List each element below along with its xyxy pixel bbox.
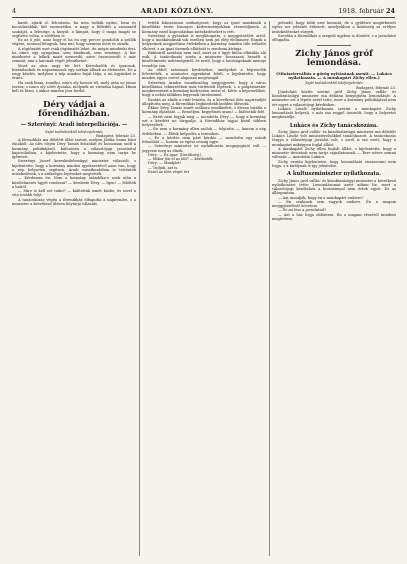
paragraph: — Mire is kell ezt tudni? — kiáltották ismét közbe, és ezzel a vita tovább folyt. bbox=[12, 189, 136, 198]
paragraph: Ezzel az ülés véget ért. bbox=[148, 169, 191, 174]
paragraph: — Ezért nem fogjuk meg — mondotta Déry —, hogy a kormány ezt a kérdést ne tárgyalja. A főrendiház tagjai közül többen helyeseltek. bbox=[142, 114, 266, 127]
article-separator bbox=[317, 45, 351, 46]
page-header bbox=[12, 5, 395, 17]
column-3 bbox=[272, 21, 396, 221]
article-dateline: Saját tudósítónktól telefonjelentés bbox=[45, 129, 103, 134]
paragraph: — Azt a ház fogja eldönteni. Én a magam részéről mindent megtettem. bbox=[272, 212, 396, 221]
paragraph: — És mi lesz a javaslattal? bbox=[278, 208, 327, 213]
article-dateline: Saját tudósítónktól telefonjelentés bbox=[305, 81, 363, 86]
paragraph: Zichy János gróf vallás- és közoktatásügyi miniszter ma délelőtt Lukács László volt miniszterelnökkel tanácskozott. A tanácskozás tárgya a választójogi javaslat volt, s arról is szó esett, hogy a munkapárt miképpen foglal állást. bbox=[272, 129, 396, 147]
paragraph: — Mikor jön el az idő? — kérdezték. bbox=[148, 157, 214, 161]
issue-date-text: 1918. február bbox=[338, 7, 384, 15]
paragraph: Szterényi Aradra vonatkozólag megjegyezte, hogy a város közellátása tekintetében már történtek lépések, s a polgármester megkereséseit a kormány kedvezően intézi el. Kérte a képviselőket, hogy a nehéz időkben legyenek türelemmel. bbox=[142, 80, 266, 98]
paragraph: Most az utca nagy tér lett. Kereskedők és iparosok, hivatalnokok és napszámosok egy sorban állnak az élelemért. De a nagy kérdés, melyben a nép minden baját látja, a mi ügyünket is érinti. bbox=[12, 63, 136, 81]
column-divider bbox=[269, 21, 270, 556]
paragraph: — Ez a kérdés nem párt kérdés — mondotta egy másik felszólaló —, hanem az egész ország ügye. bbox=[142, 135, 266, 144]
paragraph: — Azt mondják, hogy ön a munkapárt embere? bbox=[278, 195, 364, 200]
issue-date bbox=[339, 7, 396, 15]
paragraph: Szerdán a főrendiház a szegedi ügyben is döntött, s a javaslatot elfogadta. bbox=[272, 33, 396, 42]
paragraph: Déry: — Ez igaz! (Derültség.) bbox=[148, 152, 202, 157]
page-number: 4 bbox=[12, 7, 17, 15]
paragraph: Rákosiról azonban nem szól, mert az ő ügye külön elbírálás alá esik. A tanácskozás során a miniszter hosszasan beszélt a közélelmezés nehézségeiről, és arról, hogy a hatóságoknak mennyi teendője van. bbox=[142, 50, 266, 68]
section-headline: Lukács és Zichy tanácskozása. bbox=[289, 122, 379, 129]
paragraph: Lukács László nyilatkozata szerint a munkapárt Zichy lemondását helyesli, s már ma reggel összeült, hogy a helyzetet megbeszélje. bbox=[272, 106, 396, 120]
article-headline: Zichy János gróf lemondása. bbox=[295, 49, 373, 69]
paragraph: Déry: — Mindjárt! bbox=[148, 161, 182, 166]
paragraph: Ekkor Déry Tamás ismét szólásra emelkedett, s élesen bírálta a kormány eljárását. — Beszéljen, kegyelmes uram! — kiáltották felé. bbox=[142, 106, 266, 115]
issue-day: 24 bbox=[385, 7, 395, 15]
paragraph: A főrendiház ma délelőtt ülést tartott, melyen Jósika Samu báró elnökölt. Az ülés elején Déry Tamás felszólalt és hosszasan szólt a kormány politikájáról, különösen a választójogi javaslattal kapcsolatban, s kijelentette, hogy a kormány nem tartja be ígéreteit. bbox=[12, 138, 136, 160]
paragraph: A munkapárt Zichy ellen foglalt állást, s kijelentette, hogy a miniszter távozását nem tartja sajnálatosnak. — Erre nézve semmi változás — mondotta Lukács. bbox=[272, 146, 396, 160]
paragraph: — Szterényi miniszter úr nyilatkozata megnyugtató volt — jegyezte meg az elnök. bbox=[142, 144, 266, 153]
paragraph: Zichy János gróf vallás- és közoktatásügyi miniszter a következő nyilatkozatot tette: Lemondásomat azért adtam be, mert a választójogi kérdésben a kormánnyal nem értek egyet. Ez az álláspontom. bbox=[272, 178, 396, 196]
paragraph: — Én nem a kormány ellen szólok — folytatta —, hanem a nép érdekében. — Élénk helyeslés a teremben. bbox=[142, 127, 266, 136]
paragraph: A tanácskozás végén a főrendiház elfogadta a napirendet, s a miniszter a következő ülésen folytatja válaszát. bbox=[12, 197, 136, 206]
article-place: Budapest, február 23. bbox=[96, 133, 136, 138]
article-subhead: — Szterényi: Aradi interpellációja. — bbox=[20, 122, 128, 129]
article-place: Budapest, február 23. bbox=[356, 85, 396, 90]
column-divider bbox=[139, 21, 140, 556]
paragraph: A rögtönzött eset csak rögtönzött lehet, de mégis mindenki érzi, ha nincs egy nyugalma, sem bizalmuk, sem reménye. A kor mindezért a lelkek miatt szenvedő, szíve összeszorult s már semmit, ami a harcnak végét jelenthetné. bbox=[12, 46, 136, 64]
article-subhead: (Miniszterváltás a görög nyitásának menti. — Lukács nyilatkozata. — A munkapárt Zichy ellen.) bbox=[276, 71, 392, 81]
paragraph: Zichy ezután kijelentette, hogy lemondását visszavonni nem fogja, s a királynak is így jelentette. bbox=[272, 159, 396, 168]
paragraph: — Kérdezem én: Nem a kormány szándéka-e ezek után a közélelmezés ügyét rendezni? — kérdezte Déry. — Igen! — felelték a balról. bbox=[12, 176, 136, 189]
paragraph: Szterényi József kereskedelemügyi miniszter válaszolt, s kijelentette, hogy a kormány minden igyekezetével azon van, hogy a nép helyzetén segítsen. Aradi vonatkozásban is történtek intézkedések, s a szükséges lépéseket megtették. bbox=[12, 159, 136, 177]
masthead-title: ARADI KÖZLÖNY. bbox=[140, 7, 214, 15]
paragraph: — Tudjuk, azt is. bbox=[148, 165, 179, 170]
paragraph: Jóindulatú közlés szerint gróf Zichy János vallás- és közoktatásügyi miniszter ma délután benyújtotta lemondását. A miniszter ezt a lépést azért tette, mert a kormány politikájával nem ért egyet a választójogi kérdésben. bbox=[272, 89, 396, 107]
paragraph: karót, ajtaik sl. felcsúszta, ha nem tudták nyitni, lovai és kocsidarabkái, két szomszédos, a nagy, a fülledés a szomszéd szobáját, a felesége, a kutyát, a lámpát, hogy ő maga magát se segítette volna, a sötétben is. bbox=[12, 21, 136, 38]
section-headline: A kultuszminiszter nyilatkozata. bbox=[287, 171, 381, 178]
paragraph: tették fokozatosan szükségessé, hogy az ipari munkások a közellátás terén bizonyos kedvezményekben részesüljenek. A kormány ezzel kapcsolatban intézkedéseket is tett. bbox=[142, 21, 266, 34]
paragraph: Szterényi a gyárakat is meglátogatta, s meggyőződött arról, hogy a munkásoknak sok esetben nem jut elég élelmiszer. Ennek a helyzetnek megjavítása érdekében a kormány minden tőle telhetőt elkövet, s az ipari üzemek ellátását is rendezni kívánja. bbox=[142, 33, 266, 51]
header-rule bbox=[12, 17, 395, 18]
paragraph: Ez az ő jele, azaz hogy el ha én egy percre gondolok a szülők végére, azonnal felugrok, hisz mit, hogy szemem mért és sírnék. bbox=[12, 38, 136, 47]
article-headline: Déry vádjai a főrendiházban. bbox=[38, 100, 110, 120]
column-1 bbox=[12, 21, 136, 206]
article-separator bbox=[57, 96, 91, 97]
paragraph: — Én senkinek sem vagyok embere. Én a magam meggyőződését követem. bbox=[272, 199, 396, 209]
paragraph: Ha csak hinni, remélni, nincs oly hosszú tél, mely után ne jönne tavasz; s nincs oly sötét éjszaka, melynek ne virradna hajnal. Hinni kell és bízni, s akkor minden jóra fordul. bbox=[12, 80, 136, 93]
paragraph: pelendő, hogy több ezer koronát, de a gyűlésre megérkezett egész sor jelentés érkezett, amelyekben a közönség az erélyes intézkedéseket sürgeti. bbox=[272, 21, 396, 34]
column-2 bbox=[142, 21, 266, 174]
paragraph: Ezután az elnök a vitát lezárta, és a következő ülés napirendjét állapította meg. A főrendiház legközelebb kedden ülésezik. bbox=[142, 97, 266, 106]
paragraph: Az ebből származó kérdésekre, amelyeket a képviselők felvetettek, a miniszter egyenként felelt, s kijelentette, hogy minden egyes esetet alaposan megvizsgál. bbox=[142, 67, 266, 81]
